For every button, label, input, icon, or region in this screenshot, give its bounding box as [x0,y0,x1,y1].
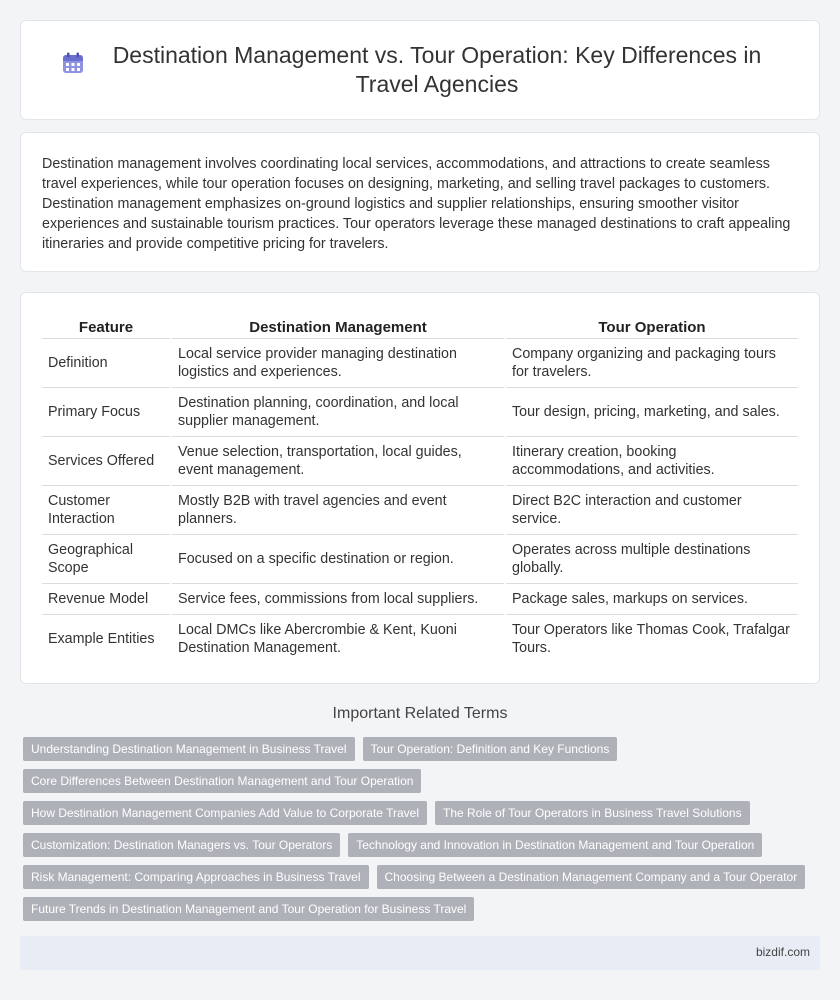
related-term-link[interactable]: How Destination Management Companies Add Value to Corporate Travel [23,801,427,825]
feature-cell: Customer Interaction [42,485,171,534]
related-terms-list [23,737,813,921]
related-terms-title: Important Related Terms [332,705,508,722]
related-term-link[interactable]: The Role of Tour Operators in Business Travel Solutions [435,801,750,825]
related-term-link[interactable]: Understanding Destination Management in Business Travel [23,737,355,761]
feature-cell: Services Offered [42,436,171,485]
related-term-link[interactable]: Customization: Destination Managers vs. Tour Operators [23,833,340,857]
related-term-link[interactable]: Core Differences Between Destination Management and Tour Operation [23,769,421,793]
table-row [42,534,798,583]
destination-management-cell: Mostly B2B with travel agencies and event planners. [171,485,505,534]
footer-bar [20,936,820,970]
destination-management-cell: Local DMCs like Abercrombie & Kent, Kuoni Destination Management. [171,614,505,663]
related-term-link[interactable]: Choosing Between a Destination Management Company and a Tour Operator [377,865,806,889]
related-term-link[interactable]: Tour Operation: Definition and Key Functions [363,737,618,761]
related-term-link[interactable]: Risk Management: Comparing Approaches in Business Travel [23,865,369,889]
intro-card [20,132,820,272]
feature-cell: Revenue Model [42,583,171,614]
tour-operation-cell: Tour Operators like Thomas Cook, Trafalgar Tours. [505,614,798,663]
table-row [42,338,798,387]
feature-cell: Geographical Scope [42,534,171,583]
destination-management-cell: Focused on a specific destination or region. [171,534,505,583]
tour-operation-cell: Operates across multiple destinations globally. [505,534,798,583]
table-header-row [42,316,798,338]
table-row [42,583,798,614]
table-row [42,387,798,436]
comparison-card [20,292,820,684]
destination-management-cell: Service fees, commissions from local suppliers. [171,583,505,614]
intro-paragraph: Destination management involves coordinating local services, accommodations, and attractions to create seamless travel experiences, while tour operation focuses on designing, marketing, and selling travel packages to customers. Destination management emphasizes on-ground logistics and supplier relationships, ensuring smoother visitor experiences and sustainable tourism practices. Tour operators leverage these managed destinations to craft appealing itineraries and provide competitive pricing for travelers. [42,156,791,252]
feature-cell: Definition [42,338,171,387]
related-term-link[interactable]: Future Trends in Destination Management and Tour Operation for Business Travel [23,897,474,921]
tour-operation-cell: Package sales, markups on services. [505,583,798,614]
table-row [42,614,798,663]
tour-operation-cell: Company organizing and packaging tours for travelers. [505,338,798,387]
tour-operation-cell: Itinerary creation, booking accommodations, and activities. [505,436,798,485]
tour-operation-cell: Tour design, pricing, marketing, and sales. [505,387,798,436]
destination-management-cell: Venue selection, transportation, local guides, event management. [171,436,505,485]
header-tour-operation: Tour Operation [505,316,798,338]
tour-operation-cell: Direct B2C interaction and customer service. [505,485,798,534]
header-card [20,20,820,120]
table-row [42,485,798,534]
destination-management-cell: Destination planning, coordination, and local supplier management. [171,387,505,436]
feature-cell: Example Entities [48,630,155,647]
header-destination-management: Destination Management [171,316,505,338]
calendar-icon [61,51,85,75]
feature-cell: Primary Focus [42,387,171,436]
comparison-table [42,316,798,663]
destination-management-cell: Local service provider managing destination logistics and experiences. [171,338,505,387]
page-title: Destination Management vs. Tour Operation: Key Differences in Travel Agencies [112,42,762,97]
table-row [42,436,798,485]
footer-site-link[interactable]: bizdif.com [755,945,810,959]
header-feature: Feature [42,316,171,338]
related-term-link[interactable]: Technology and Innovation in Destination Management and Tour Operation [348,833,762,857]
